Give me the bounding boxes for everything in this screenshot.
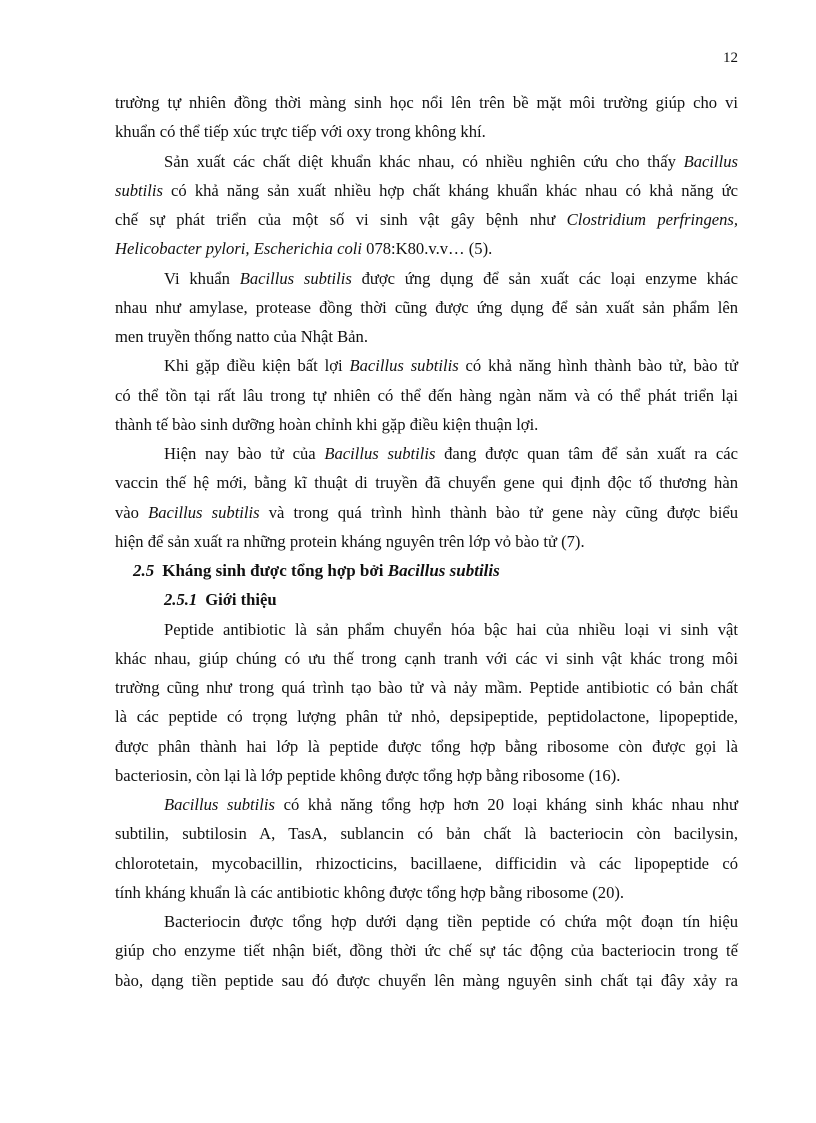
text-line: khuẩn có thể tiếp xúc trực tiếp với oxy trong không khí. [115,122,486,142]
text-line: vaccin thế hệ mới, bằng kĩ thuật di truyền đã chuyển gene qui định độc tố thương hàn [115,473,738,493]
text-line: chế sự phát triển của một số vi sinh vật gây bệnh như Clostridium perfringens, [115,210,739,229]
text-line: Khi gặp điều kiện bất lợi Bacillus subtilis có khả năng hình thành bào tử, bào tử [164,356,738,376]
text-line: nhau như amylase, protease đồng thời cũng được ứng dụng để sản xuất sản phẩm lên [115,297,738,317]
text-line: trường tự nhiên đồng thời màng sinh học nổi lên trên bề mặt môi trường giúp cho vi [115,93,738,112]
text-line: Bacteriocin được tổng hợp dưới dạng tiền peptide có chứa một đoạn tín hiệu [164,912,738,931]
text-line: Bacillus subtilis có khả năng tổng hợp hơn 20 loại kháng sinh khác nhau như [164,795,739,814]
document-body [115,88,738,995]
text-line: khác nhau, giúp chúng có ưu thế trong cạnh tranh với các vi sinh vật khác trong môi [115,648,738,668]
text-line: Vi khuẩn Bacillus subtilis được ứng dụng để sản xuất các loại enzyme khác [164,268,738,288]
section-heading: 2.5 Kháng sinh được tổng hợp bởi Bacillus subtilis [133,561,500,580]
page-number: 12 [723,50,738,66]
text-line: Peptide antibiotic là sản phẩm chuyển hóa bậc hai của nhiều loại vi sinh vật [164,619,738,639]
text-line: subtilis có khả năng sản xuất nhiều hợp chất kháng khuẩn khác nhau có khả năng ức [115,180,738,200]
text-line: Hiện nay bào tử của Bacillus subtilis đang được quan tâm để sản xuất ra các [164,444,739,463]
text-line: vào Bacillus subtilis và trong quá trình hình thành bào tử gene này cũng được biểu [115,502,738,522]
text-line: là các peptide có trọng lượng phân tử nhỏ, depsipeptide, peptidolactone, lipopeptide, [115,707,738,727]
text-line: bacteriosin, còn lại là lớp peptide không được tổng hợp bằng ribosome (16). [115,765,621,785]
text-line: có thể tồn tại rất lâu trong tự nhiên có thể đến hàng ngàn năm và có thể phát triển lại [115,385,738,405]
text-line: men truyền thống natto của Nhật Bản. [115,327,368,346]
text-line: chlorotetain, mycobacillin, rhizocticins, bacillaene, difficidin và các lipopeptide có [115,853,738,873]
text-line: tính kháng khuẩn là các antibiotic không được tổng hợp bằng ribosome (20). [115,882,625,902]
subsection-heading: 2.5.1 Giới thiệu [164,590,277,610]
text-line: giúp cho enzyme tiết nhận biết, đồng thời ức chế sự tác động của bacteriocin trong tế [115,941,738,961]
text-line: hiện để sản xuất ra những protein kháng nguyên trên lớp vỏ bào tử (7). [115,531,585,551]
text-line: Sản xuất các chất diệt khuẩn khác nhau, có nhiều nghiên cứu cho thấy Bacillus [164,151,738,171]
text-line: thành tế bào sinh dưỡng hoàn chỉnh khi gặp điều kiện thuận lợi. [115,414,539,434]
text-line: Helicobacter pylori, Escherichia coli 078:K80.v.v… (5). [115,239,493,259]
text-line: subtilin, subtilosin A, TasA, sublancin có bản chất là bacteriocin còn bacilysin, [115,824,738,844]
text-line: bào, dạng tiền peptide sau đó được chuyển lên màng nguyên sinh chất tại đây xảy ra [115,970,738,990]
text-line: được phân thành hai lớp là peptide được tổng hợp bằng ribosome còn được gọi là [115,736,738,756]
text-line: trường cũng như trong quá trình tạo bào tử và nảy mầm. Peptide antibiotic có bản chất [115,678,738,697]
